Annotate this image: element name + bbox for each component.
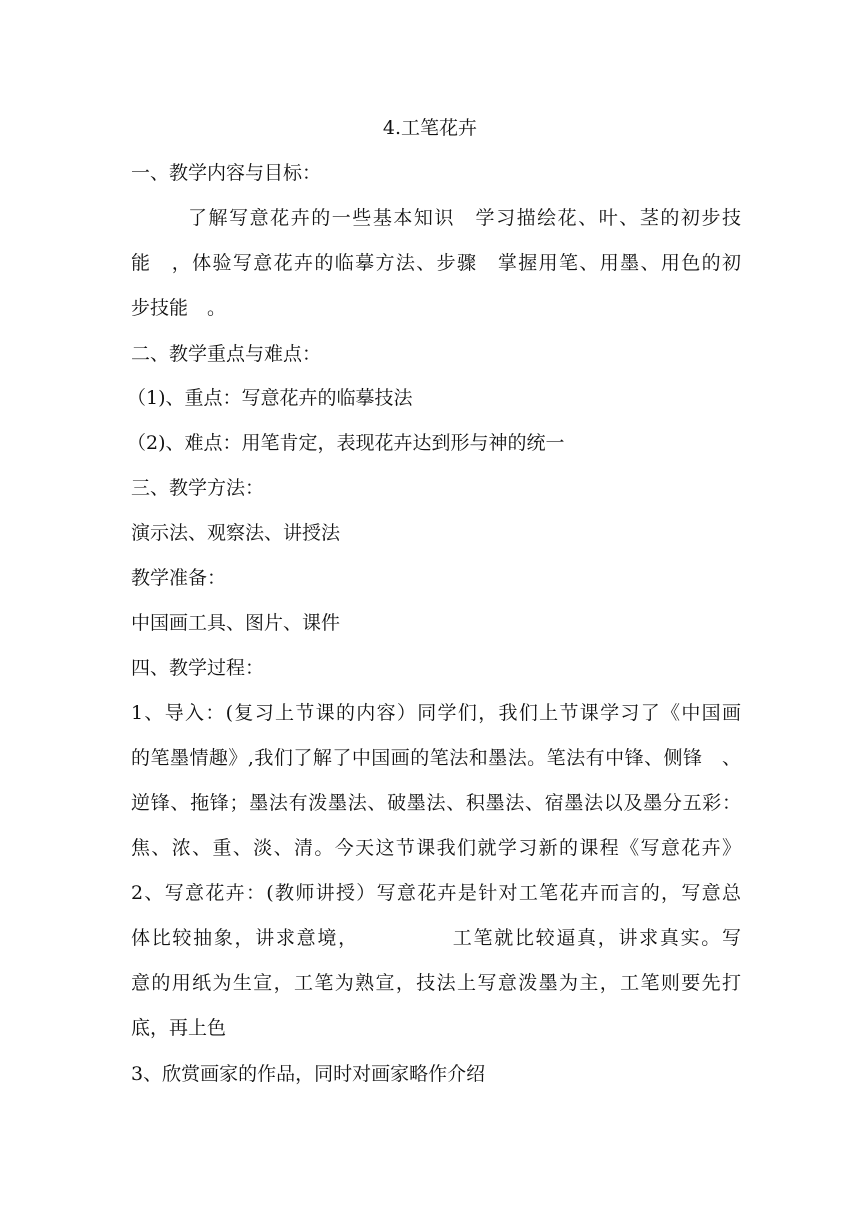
paragraph-line: 演示法、观察法、讲授法 <box>131 522 341 544</box>
paragraph-line: 逆锋、拖锋；墨法有泼墨法、破墨法、积墨法、宿墨法以及墨分五彩： <box>131 792 741 814</box>
paragraph-line: 的笔墨情趣》,我们了解了中国画的笔法和墨法。笔法有中锋、侧锋 、 <box>131 747 741 769</box>
section-heading-process: 四、教学过程： <box>131 657 265 679</box>
paragraph-line: 焦、浓、重、淡、清。今天这节课我们就学习新的课程《写意花卉》 <box>131 837 741 859</box>
section-heading-content-goals: 一、教学内容与目标： <box>131 162 322 184</box>
section-heading-key-points: 二、教学重点与难点： <box>131 343 322 365</box>
paragraph-line: 能 ，体验写意花卉的临摹方法、步骤 掌握用笔、用墨、用色的初 <box>131 252 741 274</box>
paragraph-line: 中国画工具、图片、课件 <box>131 612 341 634</box>
section-heading-methods: 三、教学方法： <box>131 477 265 499</box>
document-title: 4.工笔花卉 <box>382 117 478 139</box>
paragraph-line: 步技能 。 <box>131 297 227 319</box>
list-item: （2)、难点：用笔肯定，表现花卉达到形与神的统一 <box>127 432 565 454</box>
section-heading-preparation: 教学准备： <box>131 567 227 589</box>
paragraph-line: 意的用纸为生宣，工笔为熟宣，技法上写意泼墨为主，工笔则要先打 <box>131 972 741 994</box>
paragraph-line: 2、写意花卉：(教师讲授）写意花卉是针对工笔花卉而言的，写意总 <box>131 882 741 904</box>
list-item: （1)、重点：写意花卉的临摹技法 <box>127 387 413 409</box>
paragraph-line: 底，再上色 <box>131 1017 227 1039</box>
paragraph-line: 1、导入：(复习上节课的内容）同学们，我们上节课学习了《中国画 <box>131 702 741 724</box>
paragraph-line: 了解写意花卉的一些基本知识 学习描绘花、叶、茎的初步技 <box>188 207 741 229</box>
paragraph-line: 体比较抽象，讲求意境， 工笔就比较逼真，讲求真实。写 <box>131 927 741 949</box>
paragraph-line: 3、欣赏画家的作品，同时对画家略作介绍 <box>131 1063 486 1085</box>
